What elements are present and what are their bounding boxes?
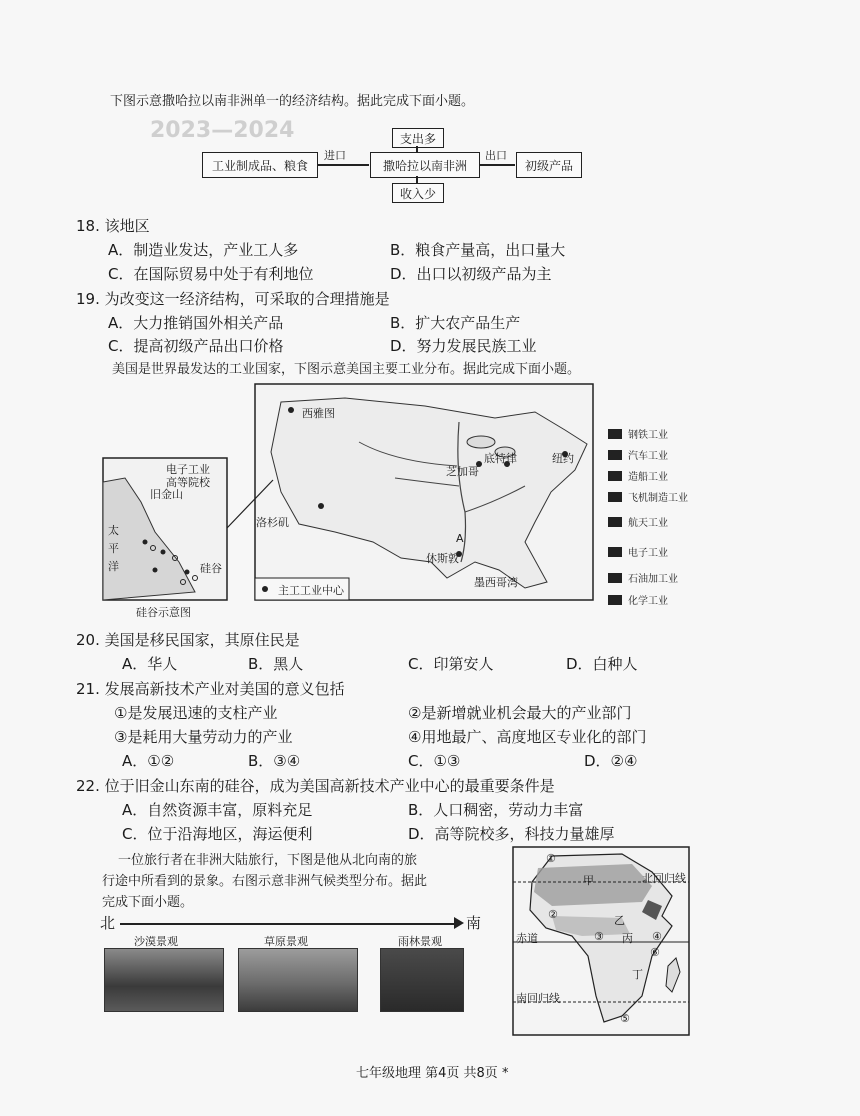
africa-label: 甲 — [583, 874, 594, 887]
q19-stem: 19. 为改变这一经济结构，可采取的合理措施是 — [76, 290, 390, 308]
rainforest-photo — [380, 948, 464, 1012]
flow-import-label: 进口 — [324, 149, 346, 162]
q19-option-d: D．努力发展民族工业 — [390, 337, 537, 355]
city-label: 芝加哥 — [446, 465, 479, 478]
africa-label: 丙 — [622, 932, 633, 945]
flask-icon — [608, 595, 622, 605]
q21-statement-1: ①是发展迅速的支柱产业 — [114, 704, 278, 722]
q21-stem: 21. 发展高新技术产业对美国的意义包括 — [76, 680, 345, 698]
arrow-right-icon — [454, 917, 464, 929]
legend-steel: 钢铁工业 — [608, 426, 668, 441]
legend-auto: 汽车工业 — [608, 447, 668, 462]
intro-text-2: 美国是世界最发达的工业国家，下图示意美国主要工业分布。据此完成下面小题。 — [112, 362, 581, 377]
car-icon — [608, 450, 622, 460]
inset-legend-item: 电子工业 — [166, 463, 210, 476]
q18-option-b: B．粮食产量高，出口量大 — [390, 241, 566, 259]
bleed-through-text: 2023—2024 — [150, 118, 295, 143]
zone-number: ⑥ — [650, 946, 660, 959]
city-label: 纽约 — [552, 452, 574, 465]
intro-text-3-line1: 一位旅行者在非洲大陆旅行，下图是他从北向南的旅 — [118, 853, 418, 868]
legend-chemical: 化学工业 — [608, 592, 668, 607]
q19-option-b: B．扩大农产品生产 — [390, 314, 521, 332]
q20-stem: 20. 美国是移民国家，其原住民是 — [76, 631, 300, 649]
photo-caption-desert: 沙漠景观 — [134, 935, 178, 948]
q21-option-b: B．③④ — [248, 752, 301, 770]
savanna-photo — [238, 948, 358, 1012]
q20-option-a: A．华人 — [122, 655, 178, 673]
q20-option-d: D．白种人 — [566, 655, 638, 673]
q18-option-c: C．在国际贸易中处于有利地位 — [108, 265, 314, 283]
city-label: 洛杉矶 — [256, 516, 289, 529]
zone-number: ⑤ — [620, 1012, 630, 1025]
flow-arrow-import — [317, 164, 369, 166]
photo-caption-savanna: 草原景观 — [264, 935, 308, 948]
africa-label: 乙 — [614, 914, 625, 927]
inset-legend-item: 高等院校 — [166, 476, 210, 489]
q22-option-b: B．人口稠密，劳动力丰富 — [408, 801, 584, 819]
q21-statement-2: ②是新增就业机会最大的产业部门 — [408, 704, 632, 722]
q22-option-d: D．高等院校多，科技力量雄厚 — [408, 825, 615, 843]
flow-left-box: 工业制成品、粮食 — [202, 152, 318, 178]
equator-label: 赤道 — [516, 932, 538, 945]
q21-statement-4: ④用地最广、高度地区专业化的部门 — [408, 728, 647, 746]
airplane-icon — [608, 492, 622, 502]
zone-number: ② — [548, 908, 558, 921]
q19-option-a: A．大力推销国外相关产品 — [108, 314, 284, 332]
flow-center-box: 撒哈拉以南非洲 — [370, 152, 480, 178]
q22-stem: 22. 位于旧金山东南的硅谷，成为美国高新技术产业中心的最重要条件是 — [76, 777, 555, 795]
city-label: 西雅图 — [302, 407, 335, 420]
flow-arrow-export — [479, 164, 515, 166]
rocket-icon — [608, 517, 622, 527]
page-footer: 七年级地理 第4页 共8页 * — [356, 1066, 509, 1081]
photo-caption-rainforest: 雨林景观 — [398, 935, 442, 948]
q21-option-c: C．①③ — [408, 752, 461, 770]
flow-right-box: 初级产品 — [516, 152, 582, 178]
travel-arrow-line — [120, 923, 458, 925]
map-center-legend: 主工工业中心 — [278, 584, 344, 597]
flow-top-box: 支出多 — [392, 128, 444, 148]
q20-option-c: C．印第安人 — [408, 655, 494, 673]
city-label: 硅谷 — [200, 562, 222, 575]
legend-ship: 造船工业 — [608, 468, 668, 483]
south-label: 南 — [466, 914, 482, 932]
q21-option-a: A．①② — [122, 752, 175, 770]
city-label: 底特律 — [484, 452, 517, 465]
point-a-label: A — [456, 532, 464, 545]
intro-text-1: 下图示意撒哈拉以南非洲单一的经济结构。据此完成下面小题。 — [110, 94, 475, 109]
inset-ocean-label: 太 — [108, 524, 119, 537]
intro-text-3-line2: 行途中所看到的景象。右图示意非洲气候类型分布。据此 — [102, 874, 428, 889]
zone-number: ① — [546, 852, 556, 865]
flow-export-label: 出口 — [485, 149, 507, 162]
intro-text-3-line3: 完成下面小题。 — [102, 895, 194, 910]
flow-connector-top — [416, 146, 418, 152]
city-label: 旧金山 — [150, 488, 183, 501]
tropic-of-cancer-label: 北回归线 — [642, 872, 686, 885]
q18-option-d: D．出口以初级产品为主 — [390, 265, 552, 283]
oil-refinery-icon — [608, 573, 622, 583]
q19-option-c: C．提高初级产品出口价格 — [108, 337, 284, 355]
q20-option-b: B．黑人 — [248, 655, 304, 673]
inset-ocean-label: 平 — [108, 542, 119, 555]
inset-ocean-label: 洋 — [108, 560, 119, 573]
q21-statement-3: ③是耗用大量劳动力的产业 — [114, 728, 293, 746]
tropic-of-capricorn-label: 南回归线 — [516, 992, 560, 1005]
desert-photo — [104, 948, 224, 1012]
legend-electronics: 电子工业 — [608, 544, 668, 559]
electronics-icon — [608, 547, 622, 557]
legend-aircraft: 飞机制造工业 — [608, 489, 688, 504]
ship-icon — [608, 471, 622, 481]
legend-oil: 石油加工业 — [608, 570, 678, 585]
africa-label: 丁 — [632, 968, 643, 981]
north-label: 北 — [100, 914, 116, 932]
q18-stem: 18. 该地区 — [76, 217, 150, 235]
q22-option-c: C．位于沿海地区，海运便利 — [122, 825, 313, 843]
city-label: 墨西哥湾 — [474, 576, 518, 589]
flow-bottom-box: 收入少 — [392, 183, 444, 203]
legend-aerospace: 航天工业 — [608, 514, 668, 529]
inset-caption: 硅谷示意图 — [136, 606, 191, 619]
q21-option-d: D．②④ — [584, 752, 638, 770]
flow-connector-bottom — [416, 176, 418, 183]
city-label: 休斯敦 — [426, 552, 459, 565]
us-industry-map — [95, 382, 655, 622]
q18-option-a: A．制造业发达，产业工人多 — [108, 241, 299, 259]
zone-number: ③ — [594, 930, 604, 943]
steel-icon — [608, 429, 622, 439]
zone-number: ④ — [652, 930, 662, 943]
q22-option-a: A．自然资源丰富，原料充足 — [122, 801, 313, 819]
